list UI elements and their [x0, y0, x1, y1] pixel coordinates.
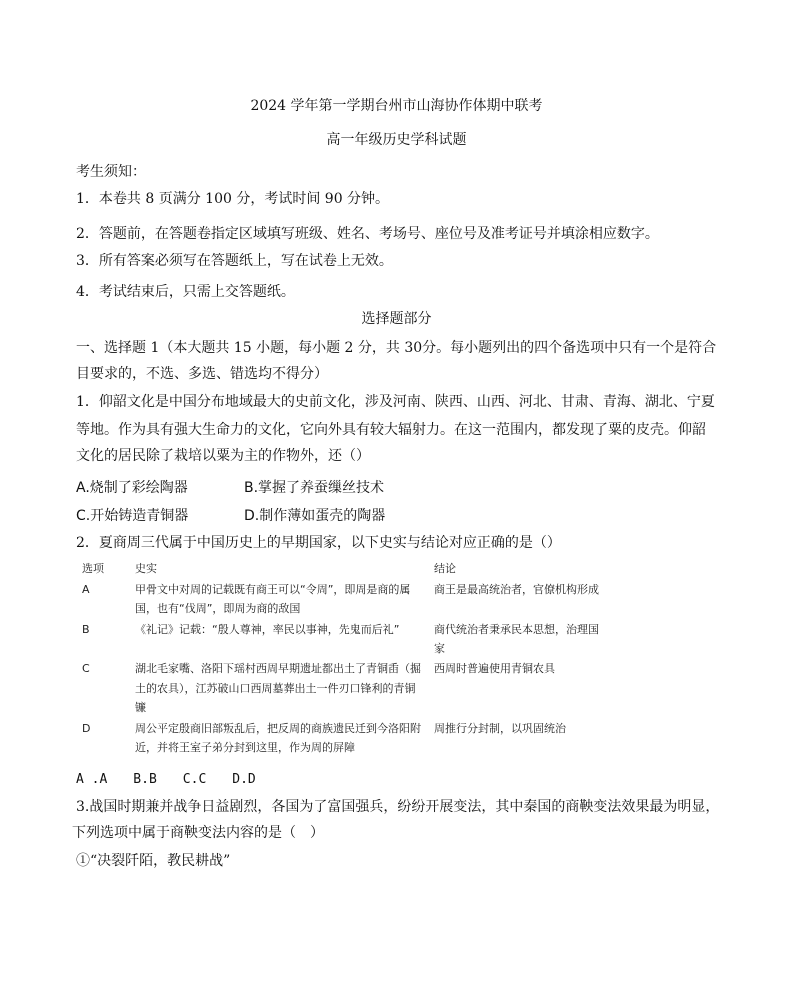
exam-subtitle: 高一年级历史学科试题	[326, 132, 467, 148]
table-row-b-fact: 《礼记》记载：“殷人尊神，率民以事神，先鬼而后礼”	[135, 623, 400, 636]
table-header-option: 选项	[82, 562, 104, 575]
q3-stem-line: 3.战国时期兼并战争日益剧烈，各国为了富国强兵，纷纷开展变法，其中秦国的商鞅变法效果最为明显，	[76, 799, 720, 815]
table-row-b-conclusion: 商代统治者秉承民本思想，治理国	[434, 623, 599, 636]
q3-item-1: ①“决裂阡陌，教民耕战”	[76, 853, 231, 869]
notice-item: 1．本卷共 8 页满分 100 分，考试时间 90 分钟。	[76, 191, 390, 207]
q1-option-a: A.烧制了彩绘陶器	[76, 480, 188, 496]
section-intro-line: 一、选择题 1（本大题共 15 小题，每小题 2 分，共 30分。每小题列出的四个备选项中只有一个是符合	[76, 340, 717, 356]
table-row-a-conclusion: 商王是最高统治者，官僚机构形成	[434, 583, 599, 596]
table-header-fact: 史实	[135, 562, 157, 575]
notice-item: 4．考试结束后，只需上交答题纸。	[76, 284, 295, 300]
q1-stem-line: 等地。作为具有强大生命力的文化，它向外具有较大辐射力。在这一范围内，都发现了粟的皮壳。仰韶	[76, 422, 706, 438]
table-row-c-fact: 镰	[135, 701, 146, 714]
table-row-a-fact: 甲骨文中对周的记载既有商王可以“令周”，即周是商的属	[135, 583, 411, 596]
table-row-c-fact: 土的农具），江苏破山口西周墓葬出土一件刃口锋利的青铜	[135, 682, 416, 695]
notice-item: 2．答题前，在答题卷指定区域填写班级、姓名、考场号、座位号及准考证号并填涂相应数字。	[76, 226, 659, 242]
notice-heading: 考生须知：	[76, 164, 146, 180]
table-row-b-option: B	[82, 623, 90, 636]
notice-item: 3．所有答案必须写在答题纸上，写在试卷上无效。	[76, 253, 393, 269]
q3-stem-line: 下列选项中属于商鞅变法内容的是（ ）	[72, 825, 324, 841]
q2-answer-options: A .A B.B C.C D.D	[76, 772, 256, 787]
q1-option-d: D.制作薄如蛋壳的陶器	[244, 508, 386, 524]
table-row-a-fact: 国，也有“伐周”，即周为商的敌国	[135, 602, 301, 615]
table-row-b-conclusion: 家	[434, 642, 445, 655]
q2-stem: 2．夏商周三代属于中国历史上的早期国家，以下史实与结论对应正确的是（）	[76, 535, 561, 551]
q1-stem-line: 1．仰韶文化是中国分布地域最大的史前文化，涉及河南、陕西、山西、河北、甘肃、青海、湖北、宁夏	[76, 394, 715, 410]
table-row-c-conclusion: 西周时普遍使用青铜农具	[434, 662, 555, 675]
q1-option-b: B.掌握了养蚕缫丝技术	[244, 480, 385, 496]
table-header-conclusion: 结论	[434, 562, 456, 575]
section-heading: 选择题部分	[361, 311, 432, 327]
table-row-d-conclusion: 周推行分封制，以巩固统治	[434, 722, 566, 735]
table-row-d-fact: 周公平定殷商旧部叛乱后，把反周的商族遗民迁到今洛阳附	[135, 722, 421, 735]
q1-stem-line: 文化的居民除了栽培以粟为主的作物外，还（）	[76, 448, 370, 464]
table-row-c-fact: 湖北毛家嘴、洛阳下瑶村西周早期遗址都出土了青铜臿（掘	[135, 662, 421, 675]
exam-title: 2024 学年第一学期台州市山海协作体期中联考	[250, 98, 543, 114]
table-row-c-option: C	[82, 662, 90, 675]
table-row-d-fact: 近，并将王室子弟分封到这里，作为周的屏障	[135, 741, 355, 754]
table-row-a-option: A	[82, 583, 90, 596]
table-row-d-option: D	[82, 722, 91, 735]
q1-option-c: C.开始铸造青铜器	[76, 508, 189, 524]
section-intro-line: 目要求的，不选、多选、错选均不得分）	[76, 366, 328, 382]
